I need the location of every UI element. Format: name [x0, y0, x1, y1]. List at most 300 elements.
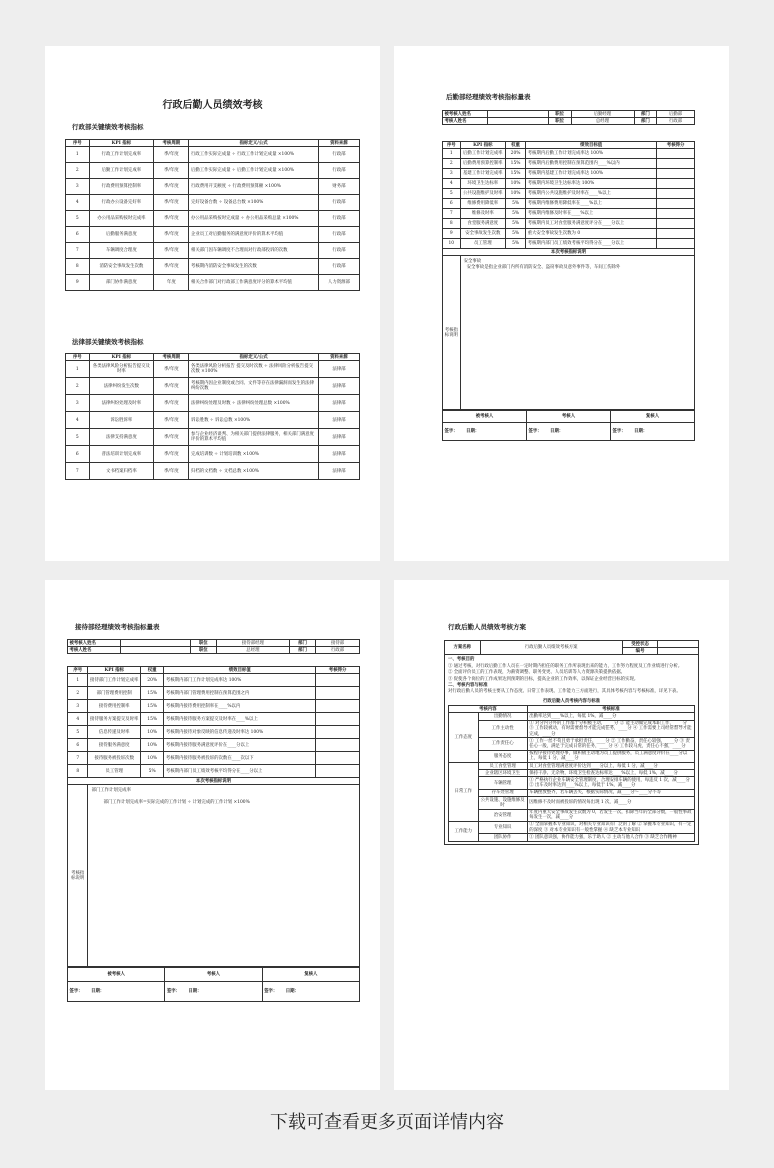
info-row	[443, 111, 695, 118]
table-cell: 季/年度	[154, 395, 189, 412]
info-table	[67, 639, 360, 654]
score-cell[interactable]	[657, 229, 695, 239]
table-cell: 6	[443, 199, 461, 209]
table-row	[66, 463, 360, 480]
score-cell[interactable]	[657, 169, 695, 179]
standard-cell: 年度内重大安全事故发生次数为 0，若发生一次，扣除当年的全部分数，一般性事故每发生一次，减____分	[527, 809, 694, 821]
table-cell: 诉讼胜诉率	[89, 412, 154, 429]
table-cell: 接待服务满意度	[88, 739, 141, 752]
info-table	[442, 110, 695, 125]
page-title: 行政后勤人员绩效考核方案	[448, 623, 526, 631]
date-field: 日期：	[285, 989, 299, 995]
table-cell: 2	[68, 687, 88, 700]
sign-row	[68, 982, 360, 1002]
info-cell: 总经理	[571, 118, 634, 125]
table-cell: 普法培训计划完成率	[89, 446, 154, 463]
table-cell: 季/年度	[154, 179, 189, 195]
table-cell: 行政部	[318, 259, 359, 275]
sign-label: 考核人	[165, 968, 262, 982]
table-row	[449, 770, 695, 777]
header-cell: 序号	[66, 140, 90, 147]
table-row	[66, 429, 360, 446]
table-cell: 法律部	[318, 361, 359, 378]
table-row	[443, 169, 695, 179]
item-cell: 工作主动性	[478, 720, 527, 738]
info-cell: 被考核人姓名	[68, 640, 121, 647]
table-row	[443, 209, 695, 219]
standard-cell: ① 严格执行企业车辆安全管理制度，合理安排车辆的使用，每违反 1 次，减____分 ② 出车及时率达到____%以上，每低于 1%，减____分	[527, 777, 694, 789]
table-cell: 15%	[140, 700, 163, 713]
info-cell	[120, 647, 190, 654]
table-cell: 考核期内部门管理费用控制在预算范围之内	[164, 687, 316, 700]
table-cell: 10%	[140, 739, 163, 752]
page-2	[394, 46, 729, 561]
standard-cell: ① 对分内分外的工作都十分积极主动，____分 ② 能主动做完成本职工作，____分 ③ 工作较被动，有时需要督导才能完成任务，____分 ④ 工作需要上司经常督导才能完成，____分	[527, 720, 694, 738]
table-row	[68, 700, 360, 713]
header-cell: 指标定义/公式	[189, 354, 318, 361]
table-cell: 环境卫生达标率	[460, 179, 505, 189]
header-cell: 考核标准	[527, 706, 694, 713]
desc-formula: 部门工作计划完成率=实际完成的工作计划 ÷ 计划完成的工作计划 ×100%	[103, 800, 250, 806]
score-cell[interactable]	[316, 687, 360, 700]
table-cell: 维修费用降低率	[460, 199, 505, 209]
table-cell: 考核期内接待服务被投诉的次数在____次以下	[164, 752, 316, 765]
score-cell[interactable]	[657, 209, 695, 219]
info-cell: 方案名称	[445, 641, 481, 655]
table-cell: 季/年度	[154, 412, 189, 429]
table-row	[66, 395, 360, 412]
standard-cell: ① 全面掌握本专业知识，对相关专业知识有广泛的了解 ② 掌握本专业知识，有一定的深度 ③ 对本专业知识有一般性掌握 ④ 缺乏本专业知识	[527, 821, 694, 833]
table-cell: 15%	[505, 159, 525, 169]
score-cell[interactable]	[316, 674, 360, 687]
item-cell: 员工食堂管理	[478, 763, 527, 770]
table-cell: 10	[443, 239, 461, 249]
item-cell: 团队协作	[478, 834, 527, 841]
table-cell: 公共设施维护及时率	[460, 189, 505, 199]
kpi-table-admin	[65, 139, 360, 291]
header-cell: 资料来源	[318, 354, 359, 361]
table-cell: 10%	[505, 189, 525, 199]
sign-row	[68, 968, 360, 982]
table-cell: 3	[443, 169, 461, 179]
table-cell: 行政费用开支额度 ÷ 行政费用预算额 ×100%	[189, 179, 318, 195]
table-cell: 8	[68, 765, 88, 778]
table-row	[66, 195, 360, 211]
table-cell: 法律纠纷发生次数	[89, 378, 154, 395]
table-cell: 各类法律风险分析报告提交及时率	[89, 361, 154, 378]
table-cell: 15%	[140, 713, 163, 726]
sign-label: 考核人	[527, 411, 611, 423]
sign-table	[442, 410, 695, 441]
table-cell: 2	[66, 378, 90, 395]
table-cell: 4	[66, 412, 90, 429]
desc-title: 安全事故	[463, 259, 482, 265]
table-row	[66, 361, 360, 378]
info-row	[445, 641, 699, 648]
table-cell: 9	[66, 275, 90, 291]
paragraph: ③ 促使各个岗位的工作成果达到预期的目标，提高企业的工作效率，以保证企业经营目标的实现。	[448, 676, 639, 682]
score-cell[interactable]	[316, 739, 360, 752]
table-cell: 完成培训数 ÷ 计划培训数 ×100%	[189, 446, 318, 463]
table-cell: 1	[68, 674, 88, 687]
section-heading: 一、考核目的	[448, 657, 475, 663]
footer-cta[interactable]: 下载可查看更多页面详情内容	[270, 1112, 504, 1133]
info-cell	[488, 111, 548, 118]
sign-label: 被考核人	[443, 411, 527, 423]
table-cell: 完好设备台数 ÷ 设备总台数 ×100%	[189, 195, 318, 211]
table-cell: 办公用品采购按时完成率	[89, 211, 154, 227]
table-cell: 考核期内接待服务满意度评价在____分以上	[164, 739, 316, 752]
table-cell: 考核期内环境卫生达标率达 100%	[526, 179, 657, 189]
table-cell: 行政部	[318, 227, 359, 243]
table-cell: 部门管理费用控制	[88, 687, 141, 700]
table-cell: 考核期内接待服务方案提交及时率在____%以上	[164, 713, 316, 726]
score-cell[interactable]	[316, 765, 360, 778]
table-cell: 重大安全事故发生次数为 0	[526, 229, 657, 239]
desc-row	[443, 256, 695, 410]
table-row	[66, 243, 360, 259]
header-cell: 权重	[140, 667, 163, 674]
info-row	[68, 647, 360, 654]
score-cell[interactable]	[316, 752, 360, 765]
paragraph: ① 通过考核，对行政后勤工作人员在一定时期内担任的职务工作所表现出来的能力，工作努力程度及工作业绩进行分析。	[448, 663, 683, 669]
desc-label: 考核指标说明	[443, 256, 461, 410]
table-cell: 接待部门工作计划完成率	[88, 674, 141, 687]
date-field: 日期：	[466, 429, 480, 435]
table-cell: 季/年度	[154, 243, 189, 259]
table-cell: 部门协作满意度	[89, 275, 154, 291]
table-cell: 法律纠纷处理及时数 ÷ 法律纠纷处理总数 ×100%	[189, 395, 318, 412]
table-cell: 行政工作计划完成率	[89, 147, 154, 163]
score-cell[interactable]	[657, 219, 695, 229]
table-cell: 年度	[154, 275, 189, 291]
page-1	[45, 46, 380, 561]
table-cell: 5%	[505, 209, 525, 219]
table-cell: 财务部	[318, 179, 359, 195]
table-row	[449, 789, 695, 796]
table-title: 行政后勤人员考核内容与标准	[542, 698, 601, 704]
table-cell: 7	[66, 463, 90, 480]
table-cell: 季/年度	[154, 163, 189, 179]
table-cell: 10%	[140, 726, 163, 739]
info-cell: 职位	[190, 647, 216, 654]
table-row	[443, 229, 695, 239]
table-cell: 5%	[140, 765, 163, 778]
page-4	[394, 580, 729, 1090]
desc-text: 安全事故是指企业部门内所有消防安全、盗窃事故及意外事件等，车间工伤除外	[466, 265, 621, 271]
table-cell: 15%	[505, 169, 525, 179]
info-cell: 行政后勤人员绩效考核方案	[480, 641, 622, 655]
info-cell: 编号	[622, 648, 658, 655]
table-cell: 考核期内公共设施维护及时率在____%以上	[526, 189, 657, 199]
table-cell: 行政部	[318, 211, 359, 227]
date-field: 日期：	[188, 989, 202, 995]
table-cell: 3	[66, 179, 90, 195]
sign-row	[443, 423, 695, 441]
table-cell: 后勤费用预算控制率	[460, 159, 505, 169]
desc-label: 考核指标说明	[68, 785, 88, 967]
table-row	[66, 147, 360, 163]
section-title: 法律部关键绩效考核指标	[72, 338, 144, 346]
table-cell: 1	[66, 361, 90, 378]
sign-field: 签字：	[69, 989, 83, 995]
table-row	[66, 378, 360, 395]
header-cell: 资料来源	[318, 140, 359, 147]
info-cell: 后勤部	[657, 111, 695, 118]
table-cell: 行政费用预算控制率	[89, 179, 154, 195]
table-cell: 10%	[505, 179, 525, 189]
info-row	[443, 118, 695, 125]
table-cell: 归档的文档数 ÷ 文档总数 ×100%	[189, 463, 318, 480]
score-cell[interactable]	[316, 700, 360, 713]
page-title: 行政后勤人员绩效考核	[162, 100, 263, 111]
table-cell: 8	[443, 219, 461, 229]
table-cell: 法律纠纷处理及时率	[89, 395, 154, 412]
sign-field: 签字：	[166, 989, 181, 995]
table-cell: 法律支持满意度	[89, 429, 154, 446]
table-cell: 接待服务被投诉次数	[88, 752, 141, 765]
table-cell: 8	[66, 259, 90, 275]
table-cell: 3	[66, 395, 90, 412]
info-cell	[658, 641, 699, 648]
sign-table	[67, 967, 360, 1002]
table-cell: 4	[443, 179, 461, 189]
table-row	[449, 797, 695, 809]
group-cell: 工作能力	[449, 821, 479, 841]
table-cell: 企业员工对后勤服务的满意度评价的算术平均值	[189, 227, 318, 243]
page-title: 接待部经理绩效考核指标量表	[75, 623, 160, 631]
table-row	[443, 179, 695, 189]
table-cell: 3	[68, 700, 88, 713]
desc-header-row	[443, 249, 695, 256]
table-row	[449, 821, 695, 833]
table-cell: 4	[68, 713, 88, 726]
table-cell: 5	[68, 726, 88, 739]
table-cell: 4	[66, 195, 90, 211]
header-cell: KPI 指标	[88, 667, 141, 674]
table-row	[449, 720, 695, 738]
group-cell: 工作态度	[449, 713, 479, 763]
score-cell[interactable]	[316, 713, 360, 726]
table-cell: 20%	[505, 149, 525, 159]
table-cell: 季/年度	[154, 227, 189, 243]
table-cell: 诉讼胜数 ÷ 诉讼总数 ×100%	[189, 412, 318, 429]
sign-label: 复核人	[262, 968, 359, 982]
table-cell: 7	[68, 752, 88, 765]
score-cell[interactable]	[657, 149, 695, 159]
score-cell[interactable]	[657, 199, 695, 209]
table-header-row	[443, 142, 695, 149]
info-cell: 总经理	[216, 647, 289, 654]
info-cell: 部门	[289, 647, 315, 654]
info-cell: 部门	[289, 640, 315, 647]
table-cell: 季/年度	[154, 446, 189, 463]
table-cell: 考核期内后勤工作计划完成率达 100%	[526, 149, 657, 159]
info-cell: 职位	[548, 118, 571, 125]
table-row	[443, 149, 695, 159]
table-cell: 5	[443, 189, 461, 199]
desc-header: 本次考核指标说明	[443, 249, 695, 256]
header-cell: 考核内容	[449, 706, 528, 713]
table-cell: 行政部	[318, 163, 359, 179]
header-cell: 考核周期	[154, 354, 189, 361]
table-row	[449, 750, 695, 762]
table-cell: 10%	[140, 752, 163, 765]
table-cell: 相关部门因车辆调度不合理而对行政部投诉的次数	[189, 243, 318, 259]
table-cell: 7	[66, 243, 90, 259]
table-header-row	[68, 667, 360, 674]
info-table	[444, 640, 699, 655]
info-cell: 接待部经理	[216, 640, 289, 647]
table-cell: 行政部	[318, 195, 359, 211]
table-cell: 考核期内消防安全事故发生的次数	[189, 259, 318, 275]
header-cell: 考核周期	[154, 140, 189, 147]
table-cell: 后勤工作实际完成量 ÷ 后勤工作计划完成量 ×100%	[189, 163, 318, 179]
table-cell: 法律部	[318, 429, 359, 446]
table-cell: 车辆调度合理度	[89, 243, 154, 259]
table-cell: 20%	[140, 674, 163, 687]
table-cell: 考核期内员工对食堂服务满意度评分在____分以上	[526, 219, 657, 229]
table-cell: 文书档案归档率	[89, 463, 154, 480]
header-cell: KPI 指标	[89, 354, 154, 361]
header-cell: 绩效目标值	[526, 142, 657, 149]
table-cell: 考核期内接待对象反映的信息传递及时率达 100%	[164, 726, 316, 739]
info-cell: 行政部	[657, 118, 695, 125]
table-cell: 办公用品采购按时完成量 ÷ 办公用品采购总量 ×100%	[189, 211, 318, 227]
info-cell: 考核人姓名	[443, 118, 488, 125]
score-cell[interactable]	[657, 189, 695, 199]
table-row	[66, 211, 360, 227]
standard-cell: 员工对食堂管理满意度评价达到____分以上，每低 1 分，减____分	[527, 763, 694, 770]
table-cell: 维修及时率	[460, 209, 505, 219]
sign-field: 签字：	[444, 429, 458, 435]
table-row	[68, 674, 360, 687]
score-cell[interactable]	[657, 159, 695, 169]
score-cell[interactable]	[657, 179, 695, 189]
table-cell: 6	[66, 446, 90, 463]
sign-row	[443, 411, 695, 423]
table-row	[449, 809, 695, 821]
header-cell: 指标定义/公式	[189, 140, 318, 147]
header-cell: 序号	[68, 667, 88, 674]
item-cell: 出勤情况	[478, 713, 527, 720]
info-cell: 部门	[634, 111, 657, 118]
info-cell: 接待部	[316, 640, 360, 647]
table-cell: 后勤服务满意度	[89, 227, 154, 243]
item-cell: 车辆管理	[478, 777, 527, 789]
table-cell: 考核期内接待费用控制率在____%以内	[164, 700, 316, 713]
page-3	[45, 580, 380, 1090]
table-cell: 考核期内后勤费用控制在预算范围内____%以内	[526, 159, 657, 169]
info-cell	[488, 118, 548, 125]
table-cell: 6	[66, 227, 90, 243]
table-header-row	[66, 140, 360, 147]
page-title: 后勤部经理绩效考核指标量表	[446, 93, 531, 101]
standard-cell: 车辆摆放整齐，若车辆丢失，根据实际情况，减____分～____分不等	[527, 789, 694, 796]
table-row	[66, 259, 360, 275]
score-cell[interactable]	[316, 726, 360, 739]
table-row	[443, 239, 695, 249]
info-cell: 职位	[190, 640, 216, 647]
sign-field: 签字：	[612, 429, 626, 435]
table-header-row	[66, 354, 360, 361]
table-cell: 1	[66, 147, 90, 163]
table-cell: 考核期内维修费用降低率在____%以上	[526, 199, 657, 209]
item-cell: 存车处管理	[478, 789, 527, 796]
table-row	[68, 739, 360, 752]
table-cell: 相关合作部门对行政部工作满意度评分的算术平均值	[189, 275, 318, 291]
standard-cell: ① 工作一丝不苟且勇于承担责任，____分 ② 工作勤奋，责任心较强，____分 ③ 责任心一般，满足于完成日常的任务，____分 ④ 工作较马虎，责任心不强，____分	[527, 738, 694, 750]
table-cell: 员工管理	[88, 765, 141, 778]
item-cell: 公共设施、设施维修及时	[478, 797, 527, 809]
info-cell: 部门	[634, 118, 657, 125]
info-cell: 职位	[548, 111, 571, 118]
table-cell: 考核期内因企业制度或合同、文件等存在法律漏洞而发生的法律纠纷次数	[189, 378, 318, 395]
table-row	[66, 179, 360, 195]
table-cell: 考核期内维修及时率在____%以上	[526, 209, 657, 219]
desc-header: 本次考核指标说明	[68, 778, 360, 785]
table-row	[449, 713, 695, 720]
table-cell: 9	[443, 229, 461, 239]
table-cell: 后勤工作计划完成率	[460, 149, 505, 159]
table-cell: 考核期内部门员工绩效考核平均得分在____分以上	[164, 765, 316, 778]
table-row	[449, 763, 695, 770]
table-cell: 季/年度	[154, 195, 189, 211]
table-cell: 考核期内部门员工绩效考核平均得分在____分以上	[526, 239, 657, 249]
item-cell: 工作责任心	[478, 738, 527, 750]
date-field: 日期：	[91, 989, 105, 995]
date-field: 日期：	[634, 429, 648, 435]
item-cell: 企业辖区环境卫生	[478, 770, 527, 777]
desc-title: 部门工作计划完成率	[91, 788, 131, 794]
table-cell: 接待服务方案提交及时率	[88, 713, 141, 726]
table-row	[68, 687, 360, 700]
table-row	[66, 275, 360, 291]
kpi-table-legal	[65, 353, 360, 480]
table-cell: 法律部	[318, 463, 359, 480]
table-row	[68, 726, 360, 739]
table-cell: 考核期内基建工作计划完成率达 100%	[526, 169, 657, 179]
table-row	[66, 163, 360, 179]
table-cell: 考核期内部门工作计划完成率达 100%	[164, 674, 316, 687]
table-cell: 6	[68, 739, 88, 752]
table-cell: 法律部	[318, 446, 359, 463]
sign-field: 签字：	[264, 989, 278, 995]
table-row	[68, 752, 360, 765]
desc-header-row	[68, 778, 360, 785]
table-cell: 季/年度	[154, 361, 189, 378]
table-cell: 季/年度	[154, 463, 189, 480]
info-cell: 受控状态	[622, 641, 658, 648]
table-row	[443, 189, 695, 199]
table-row	[449, 777, 695, 789]
standard-cell: 保持干净、无杂物，环境卫生检查达标率达____%以上，每低 1%，减____分	[527, 770, 694, 777]
table-cell: 季/年度	[154, 378, 189, 395]
table-row	[68, 765, 360, 778]
table-row	[449, 738, 695, 750]
paragraph: ② 全面评价员工的工作表现，为薪资调整、职务变更、人员培训等人力资源决策提供依据。	[448, 670, 626, 676]
item-cell: 治安管理	[478, 809, 527, 821]
sign-field: 签字：	[528, 429, 542, 435]
group-cell: 日常工作	[449, 763, 479, 822]
table-row	[66, 227, 360, 243]
sign-label: 被考核人	[68, 968, 165, 982]
score-cell[interactable]	[657, 239, 695, 249]
table-cell: 行政办公设备完好率	[89, 195, 154, 211]
info-cell: 被考核人姓名	[443, 111, 488, 118]
section-title: 行政部关键绩效考核指标	[72, 123, 144, 131]
table-cell: 基建工作计划完成率	[460, 169, 505, 179]
